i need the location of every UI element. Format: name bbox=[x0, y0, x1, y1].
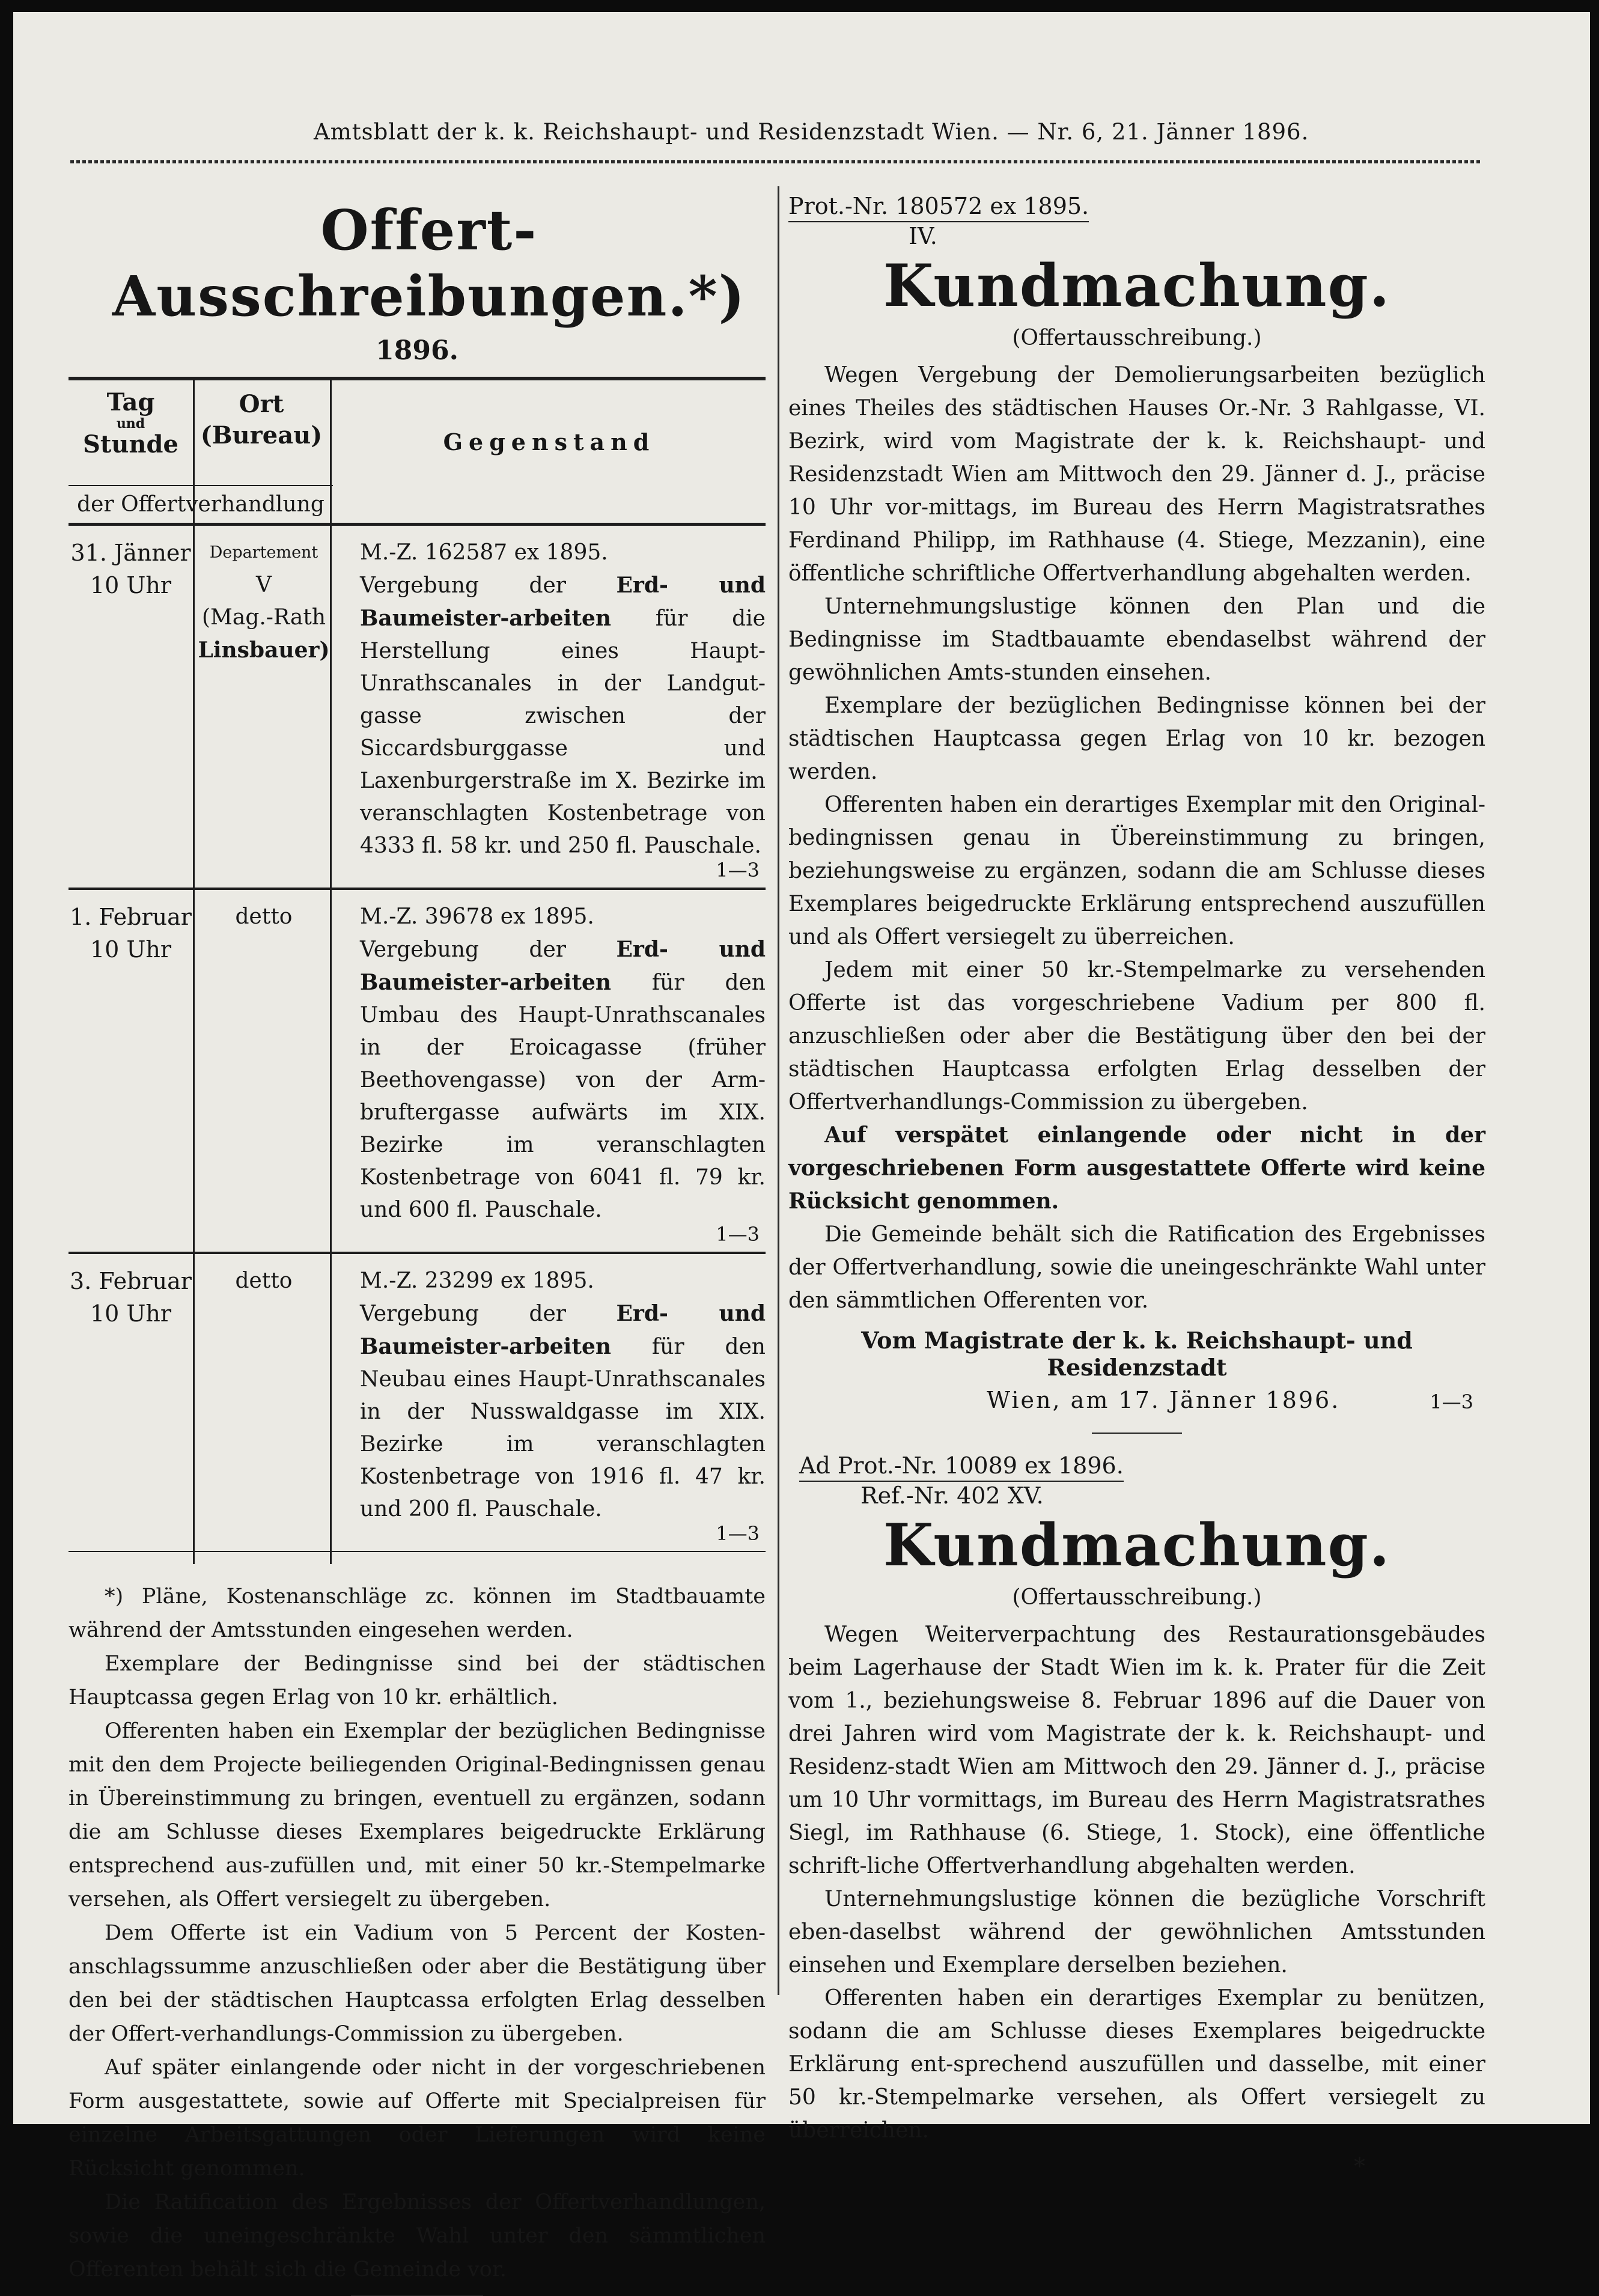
year-heading: 1896. bbox=[376, 335, 458, 366]
place-detto: detto bbox=[235, 904, 293, 929]
row-when bbox=[69, 1265, 193, 1330]
row-lead: Vergebung der bbox=[360, 937, 566, 962]
footnote-paragraph: Auf später einlangende oder nicht in der vorgeschriebenen Form ausgestattete, sowie auf Offerte mit Specialpreisen für einzelne Arbeitsgattungen oder Lieferungen wird keine Rücksicht genommen. bbox=[69, 2056, 766, 2181]
signature: Vom Magistrate der k. k. Reichshaupt- und Residenzstadt bbox=[861, 1327, 1413, 1381]
header-ort: Ort bbox=[239, 390, 284, 418]
row-text: für den Umbau des Haupt-Unrathscanales in der Eroicagasse (früher Beethovengasse) von der Arm-bruftergasse aufwärts im XIX. Bezirke im veranschlagten Kostenbetrage von 6041 fl. 79 kr. und 600 fl. Pauschale. bbox=[360, 970, 766, 1222]
body-paragraph: Unternehmungslustige können die bezügliche Vorschrift eben-daselbst während der gewöhnlichen Amtsstunden einsehen und Exemplare derselben beziehen. bbox=[788, 1887, 1485, 1978]
place-department: Departement bbox=[209, 543, 318, 562]
left-column bbox=[69, 192, 766, 2296]
row-time: 10 Uhr bbox=[90, 936, 172, 963]
page-title: Offert-Ausschreibungen.*) bbox=[112, 198, 746, 329]
table-row bbox=[69, 890, 766, 1254]
announcement-1 bbox=[788, 192, 1485, 1417]
announcement-refnr: Ref.-Nr. 402 XV. bbox=[860, 1482, 1044, 1509]
table-row bbox=[69, 526, 766, 890]
row-time: 10 Uhr bbox=[90, 1300, 172, 1327]
place-detto: detto bbox=[235, 1268, 293, 1293]
announcement-body bbox=[788, 359, 1485, 1317]
protocol-number: Prot.-Nr. 180572 ex 1895. bbox=[788, 192, 1089, 222]
table-header bbox=[69, 380, 766, 526]
row-when bbox=[69, 537, 193, 601]
row-bold: Erd- und Baumeister-arbeiten bbox=[360, 937, 766, 995]
announcement-ref bbox=[788, 192, 1485, 222]
header-tag: Tag bbox=[106, 388, 155, 416]
tender-table bbox=[69, 380, 766, 1552]
row-ref: 1—3 bbox=[716, 859, 760, 882]
row-bold: Erd- und Baumeister-arbeiten bbox=[360, 573, 766, 631]
ref-number: 1—3 bbox=[1430, 1390, 1473, 1413]
row-lead: Vergebung der bbox=[360, 573, 566, 598]
table-row bbox=[69, 1254, 766, 1551]
row-date: 31. Jänner bbox=[70, 540, 191, 566]
body-paragraph: Die Gemeinde behält sich die Ratification des Ergebnisses der Offertverhandlung, sowie die uneingeschränkte Wahl unter den sämmtlichen Offerenten vor. bbox=[788, 1222, 1485, 1313]
row-lead: Vergebung der bbox=[360, 1302, 566, 1326]
header-bureau: (Bureau) bbox=[200, 421, 323, 449]
footnote-paragraph: Dem Offerte ist ein Vadium von 5 Percent der Kosten-anschlagssumme anzuschließen oder aber die Bestätigung über den bei der städtischen Hauptcassa erfolgten Erlag desselben der Offert-verhandlungs-Commission zu übergeben. bbox=[69, 1921, 766, 2046]
place-person: Linsbauer) bbox=[198, 638, 330, 663]
place-office: (Mag.-Rath bbox=[201, 605, 326, 630]
row-ref: 1—3 bbox=[716, 1223, 760, 1246]
row-date: 1. Februar bbox=[70, 904, 192, 930]
body-paragraph: Wegen Vergebung der Demolierungsarbeiten bezüglich eines Theiles des städtischen Hauses Or.-Nr. 3 Rahlgasse, VI. Bezirk, wird vom Magistrate der k. k. Reichshaupt- und Residenzstadt Wien am Mittwoch den 29. Jänner d. J., präcise 10 Uhr vor-mittags, im Bureau des Herrn Magistratsrathes Ferdinand Philipp, im Rathhause (4. Stiege, Mezzanin), eine öffentliche schriftliche Offertverhandlung abgehalten werden. bbox=[788, 363, 1485, 586]
body-paragraph: Offerenten haben ein derartiges Exemplar mit den Original-bedingnissen genau in Übereinstimmung zu bringen, beziehungsweise zu ergänzen, sodann die am Schlusse dieses Exemplares beigedruckte Erklärung entsprechend auszufüllen und als Offert versiegelt zu überreichen. bbox=[788, 793, 1485, 949]
running-header: Amtsblatt der k. k. Reichshaupt- und Residenzstadt Wien. — Nr. 6, 21. Jänner 1896. bbox=[314, 119, 1309, 145]
column-header-subject: Gegenstand bbox=[443, 428, 656, 455]
column-header-place bbox=[198, 389, 325, 451]
section-divider bbox=[1092, 1433, 1182, 1434]
row-bold: Erd- und Baumeister-arbeiten bbox=[360, 1301, 766, 1359]
row-code: M.-Z. 162587 ex 1895. bbox=[360, 540, 608, 565]
row-subject bbox=[360, 890, 766, 1226]
header-stunde: Stunde bbox=[83, 430, 178, 458]
place-number: V bbox=[256, 573, 272, 597]
body-paragraph: Exemplare der bezüglichen Bedingnisse können bei der städtischen Hauptcassa gegen Erlag von 10 kr. bezogen werden. bbox=[788, 693, 1485, 784]
place-date: Wien, am 17. Jänner 1896. bbox=[987, 1387, 1341, 1413]
body-paragraph: Offerenten haben ein derartiges Exemplar zu benützen, sodann die am Schlusse dieses Exemplares beigedruckte Erklärung ent-sprechend auszufüllen und dasselbe, mit einer 50 kr.-Stempelmarke versehen, als Offert versiegelt zu überreichen. bbox=[788, 1986, 1485, 2143]
announcement-ref bbox=[788, 1452, 1485, 1482]
announcement-title: Kundmachung. bbox=[883, 1511, 1391, 1579]
announcement-body bbox=[788, 1618, 1485, 2147]
row-date: 3. Februar bbox=[70, 1268, 192, 1294]
body-paragraph: Unternehmungslustige können den Plan und die Bedingnisse im Stadtbauamte ebendaselbst während der gewöhnlichen Amts-stunden einsehen. bbox=[788, 594, 1485, 685]
right-column bbox=[788, 192, 1485, 2179]
row-code: M.-Z. 39678 ex 1895. bbox=[360, 904, 594, 929]
row-subject bbox=[360, 526, 766, 862]
footnote-paragraph: Die Ratification des Ergebnisses der Offertverhandlungen, sowie die uneingeschränkte Wahl unter den sämmtlichen Offerenten behält sich die Gemeinde vor. bbox=[69, 2190, 766, 2282]
row-ref: 1—3 bbox=[716, 1522, 760, 1545]
footnotes bbox=[69, 1580, 766, 2286]
announcement-2 bbox=[788, 1452, 1485, 2179]
header-und: und bbox=[116, 416, 145, 431]
announcement-subtitle: (Offertausschreibung.) bbox=[1012, 1585, 1262, 1610]
row-text: für den Neubau eines Haupt-Unrathscanales in der Nusswaldgasse im XIX. Bezirke im veranschlagten Kostenbetrage von 1916 fl. 47 kr. und 200 fl. Pauschale. bbox=[360, 1335, 766, 1521]
continuation-mark: * bbox=[1354, 2153, 1365, 2179]
announcement-dept: IV. bbox=[909, 223, 937, 249]
column-header-sub: der Offertverhandlung bbox=[69, 485, 333, 517]
announcement-title: Kundmachung. bbox=[883, 252, 1391, 320]
row-subject bbox=[360, 1254, 766, 1526]
row-place bbox=[198, 901, 330, 933]
announcement-subtitle: (Offertausschreibung.) bbox=[1012, 326, 1262, 350]
row-place bbox=[198, 1265, 330, 1297]
footnote-paragraph: *) Pläne, Kostenanschläge zc. können im Stadtbauamte während der Amtsstunden eingesehen werden. bbox=[69, 1585, 766, 1642]
body-paragraph: Auf verspätet einlangende oder nicht in der vorgeschriebenen Form ausgestattete Offerte wird keine Rücksicht genommen. bbox=[788, 1122, 1485, 1214]
header-rule bbox=[70, 157, 1482, 166]
body-paragraph: Wegen Weiterverpachtung des Restaurationsgebäudes beim Lagerhause der Stadt Wien im k. k. Prater für die Zeit vom 1., beziehungsweise 8. Februar 1896 auf die Dauer von drei Jahren wird vom Magistrate der k. k. Reichshaupt- und Residenz-stadt Wien am Mittwoch den 29. Jänner d. J., präcise um 10 Uhr vormittags, im Bureau des Herrn Magistratsrathes Siegl, im Rathhause (6. Stiege, 1. Stock), eine öffentliche schrift-liche Offertverhandlung abgehalten werden. bbox=[788, 1622, 1485, 1878]
footnote-paragraph: Exemplare der Bedingnisse sind bei der städtischen Hauptcassa gegen Erlag von 10 kr. erhältlich. bbox=[69, 1652, 766, 1710]
row-when bbox=[69, 901, 193, 966]
table-bottom-rule bbox=[69, 1551, 766, 1552]
footnote-paragraph: Offerenten haben ein Exemplar der bezüglichen Bedingnisse mit den dem Projecte beiliegenden Original-Bedingnissen genau in Übereinstimmung zu bringen, eventuell zu ergänzen, sodann die am Schlusse dieses Exemplares beigedruckte Erklärung entsprechend aus-zufüllen und, mit einer 50 kr.-Stempelmarke versehen, als Offert versiegelt zu übergeben. bbox=[69, 1719, 766, 1911]
row-text: für die Herstellung eines Haupt-Unrathscanales in der Landgut-gasse zwischen der Siccardsburggasse und Laxenburgerstraße im X. Bezirke im veranschlagten Kostenbetrage von 4333 fl. 58 kr. und 250 fl. Pauschale. bbox=[360, 606, 766, 858]
row-time: 10 Uhr bbox=[90, 572, 172, 598]
row-place bbox=[198, 537, 330, 666]
row-code: M.-Z. 23299 ex 1895. bbox=[360, 1268, 594, 1293]
place-date-line bbox=[788, 1381, 1485, 1417]
newspaper-page bbox=[13, 12, 1590, 2282]
protocol-number: Ad Prot.-Nr. 10089 ex 1896. bbox=[799, 1452, 1124, 1482]
column-divider bbox=[778, 186, 779, 1995]
body-paragraph: Jedem mit einer 50 kr.-Stempelmarke zu versehenden Offerte ist das vorgeschriebene Vadium per 800 fl. anzuschließen oder aber die Bestätigung über den bei der städtischen Hauptcassa erfolgten Erlag desselben der Offertverhandlungs-Commission zu übergeben. bbox=[788, 958, 1485, 1115]
column-header-time bbox=[69, 389, 193, 458]
